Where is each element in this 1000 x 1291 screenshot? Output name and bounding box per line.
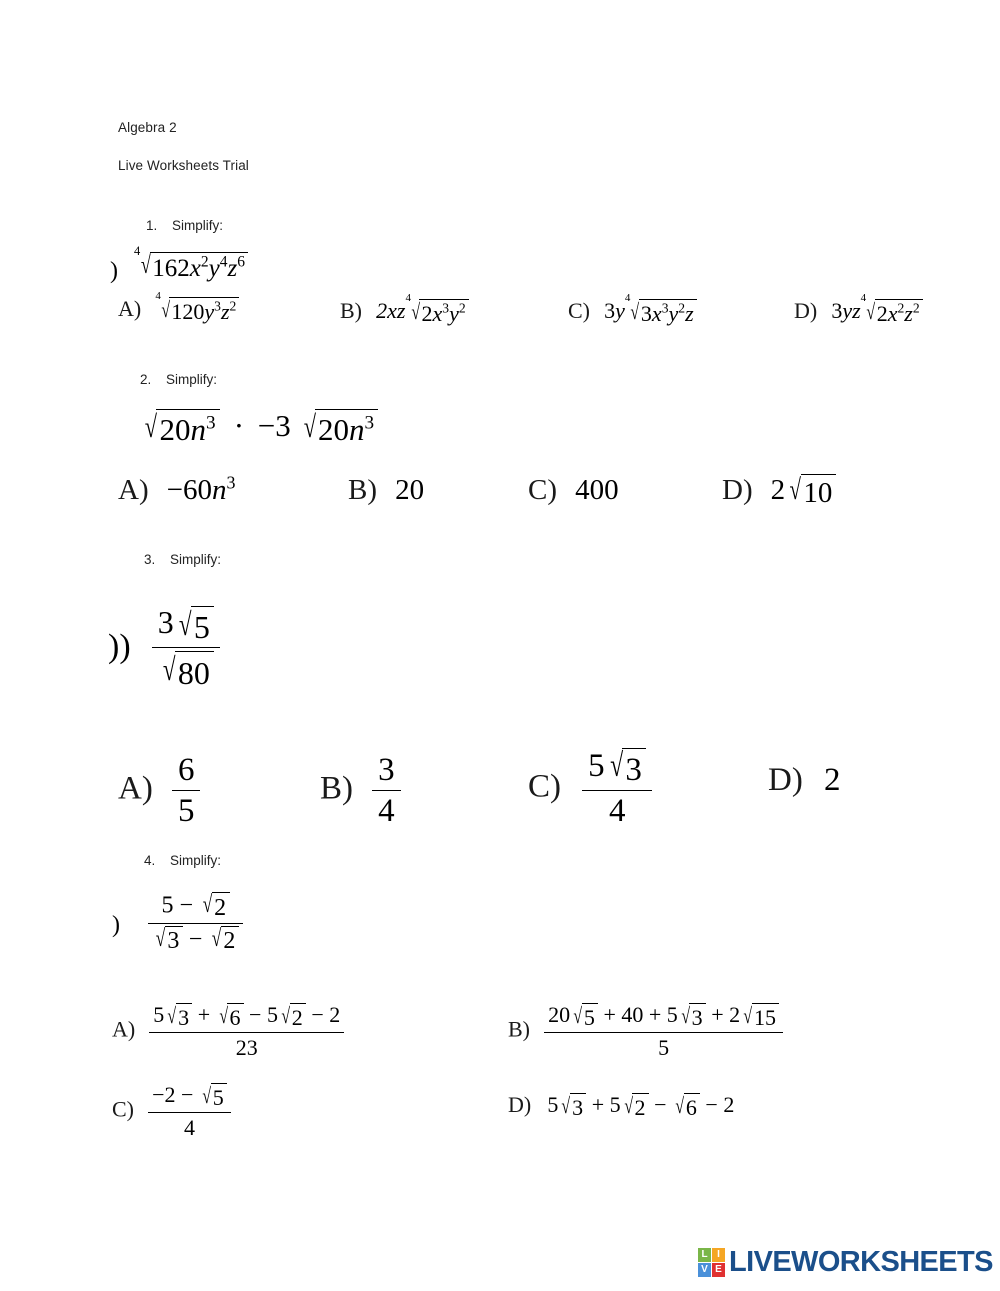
coefficient: yz (842, 298, 861, 323)
question-4-option-a[interactable] (112, 1002, 344, 1061)
option-value (582, 748, 652, 829)
question-2-instruction: Simplify: (166, 372, 218, 387)
question-4-option-d[interactable] (508, 1092, 734, 1121)
option-value (544, 1002, 783, 1061)
question-1-option-d[interactable] (794, 291, 923, 327)
numerator (152, 604, 220, 647)
root-index: 4 (134, 244, 141, 259)
question-1-expression (134, 244, 248, 283)
radicand: $162x^2y^4z^6$ (150, 252, 249, 283)
radical-sign: √ (743, 1002, 753, 1028)
option-letter: D) (508, 1092, 532, 1117)
option-value (376, 291, 469, 327)
radical-sign: √ (630, 298, 640, 324)
fraction (172, 752, 200, 830)
question-2-option-c[interactable] (528, 474, 619, 507)
fraction (582, 748, 652, 830)
numerator: 3 (378, 752, 395, 788)
option-letter: C) (528, 474, 557, 506)
question-3-option-b[interactable] (320, 752, 401, 830)
radicand: 5 (582, 1003, 598, 1032)
radical-sign: √ (789, 474, 802, 507)
question-4-option-c[interactable] (112, 1082, 231, 1141)
question-1-option-b[interactable] (340, 291, 469, 327)
option-letter: B) (508, 1016, 530, 1042)
question-4-option-b[interactable] (508, 1002, 783, 1061)
question-3-marker: )) (108, 628, 131, 665)
question-1-option-a[interactable] (118, 289, 239, 325)
radical-expression (134, 244, 248, 283)
radical-sign: √ (624, 1092, 633, 1118)
option-value: 2 (824, 762, 841, 798)
denominator: 4 (378, 793, 395, 829)
option-letter: D) (722, 474, 753, 506)
radicand: $20n^3$ (315, 409, 379, 448)
liveworksheets-logo[interactable] (698, 1246, 993, 1279)
option-letter: C) (528, 768, 561, 805)
radicand: 3 (165, 926, 183, 956)
option-letter: B) (340, 298, 362, 323)
option-letter: A) (112, 1016, 136, 1042)
option-letter: D) (794, 298, 818, 323)
radicand: 5 (211, 1083, 227, 1112)
question-3-expression (152, 604, 220, 692)
fraction (544, 1002, 783, 1061)
radicand: 2 (221, 926, 239, 956)
radical-sign: √ (573, 1002, 583, 1028)
denominator: 4 (609, 792, 626, 829)
radicand: 10 (801, 474, 837, 510)
question-2-option-d[interactable] (722, 474, 836, 510)
radical-sign: √ (160, 296, 170, 322)
fraction (148, 1082, 231, 1141)
right-coefficient: −3 (257, 408, 291, 443)
denominator (152, 648, 220, 692)
numerator: 6 (177, 752, 195, 788)
question-2-option-a[interactable] (118, 474, 236, 507)
numerator: 5 √ 3 + √ 6 − 5 √ 2 − 2 (153, 1002, 341, 1031)
question-2-number: 2. (140, 372, 152, 387)
option-value (770, 474, 837, 510)
question-3-instruction: Simplify: (170, 552, 222, 567)
question-2-option-b[interactable] (348, 474, 424, 507)
denominator: 4 (183, 1115, 195, 1141)
option-letter: B) (320, 770, 353, 807)
question-2-expression (140, 408, 378, 448)
radicand: $3x^3y^2z$ (639, 299, 697, 328)
coefficient: 2 (770, 474, 786, 506)
radical-expression (299, 409, 379, 448)
radical-expression (140, 409, 220, 448)
option-value: 5 √ 3 + 5 √ 2 − √ 6 − 2 (547, 1092, 735, 1121)
option-value: 400 (575, 474, 619, 506)
option-value: 3y 4 √ $3x^3y^2z$ (604, 298, 697, 323)
radical-sign: √ (219, 1002, 228, 1028)
numerator: 20 √ 5 + 40 + 5 √ 3 + 2 √ 15 (544, 1002, 783, 1032)
radical-sign: √ (156, 925, 166, 952)
coefficient: y (615, 298, 625, 323)
radicand: 5 (191, 606, 215, 646)
option-value: $-60n^3$ (166, 472, 236, 506)
question-1-number: 1. (146, 218, 158, 233)
question-1-instruction: Simplify: (172, 218, 224, 233)
logo-tile-e: E (712, 1263, 725, 1277)
root-index: 4 (624, 291, 631, 304)
root-index: 4 (155, 289, 161, 302)
option-letter: A) (118, 770, 153, 807)
option-letter: C) (568, 298, 590, 323)
option-value (155, 289, 239, 325)
numerator: 5 − √ 2 (148, 892, 243, 923)
radical-sign: √ (866, 298, 875, 324)
coefficient: 2xz (376, 298, 406, 323)
radicand: 3 (570, 1093, 586, 1122)
radical-sign: √ (411, 298, 420, 324)
radical-sign: √ (140, 252, 151, 279)
page-subtitle: Live Worksheets Trial (118, 158, 249, 173)
radicand: 80 (175, 651, 215, 691)
radical-sign: √ (202, 892, 213, 918)
radical-sign: √ (202, 1082, 211, 1108)
option-letter: A) (118, 296, 142, 321)
fraction (152, 604, 220, 692)
option-letter: D) (768, 762, 803, 798)
question-4-expression (148, 892, 243, 955)
radicand: 2 (290, 1003, 306, 1032)
radicand: 3 (176, 1003, 192, 1032)
radical-sign: √ (281, 1002, 291, 1028)
option-value (172, 752, 200, 829)
radicand: $2x^3y^2$ (419, 299, 468, 328)
radical-sign: √ (162, 651, 176, 688)
radical-sign: √ (212, 925, 222, 952)
radical-sign: √ (681, 1002, 690, 1028)
logo-tile-v: V (698, 1263, 711, 1277)
radical-sign: √ (561, 1092, 571, 1118)
root-index: 4 (860, 291, 867, 304)
denominator: 5 (177, 793, 195, 829)
question-1-prompt (146, 218, 223, 233)
option-letter: B) (348, 474, 377, 506)
question-1-option-c[interactable] (568, 291, 697, 327)
option-letter: A) (118, 474, 149, 506)
radical-sign: √ (303, 409, 316, 445)
numerator-coefficient: 3 (157, 604, 174, 640)
fraction (149, 1002, 344, 1061)
radical-sign: √ (178, 605, 192, 642)
radicand: 3 (689, 1003, 705, 1032)
radical-sign: √ (675, 1092, 685, 1118)
fraction (148, 892, 243, 955)
denominator: 5 (658, 1035, 670, 1061)
radicand: 6 (684, 1093, 700, 1122)
radicand: 6 (227, 1003, 243, 1032)
question-3-option-c[interactable] (528, 748, 652, 830)
denominator: 23 (235, 1035, 258, 1061)
radicand: $120y^3z^2$ (169, 297, 239, 326)
multiplication-operator: · (233, 408, 245, 443)
question-2-prompt (140, 372, 217, 387)
numerator (582, 748, 652, 790)
radicand: 3 (622, 748, 646, 788)
option-value (149, 1002, 344, 1061)
fraction (372, 752, 400, 830)
option-value (148, 1082, 231, 1141)
question-4-marker: ) (112, 912, 120, 938)
question-1-marker: ) (110, 258, 118, 284)
option-letter: C) (112, 1096, 134, 1122)
radical-sign: √ (609, 748, 623, 785)
radicand: 2 (212, 892, 230, 922)
option-value: 20 (395, 474, 425, 506)
radicand: 2 (632, 1093, 648, 1122)
logo-tiles (698, 1248, 725, 1277)
question-4-prompt (144, 853, 221, 868)
question-3-option-d[interactable] (768, 760, 841, 799)
numerator-coefficient: 5 (588, 748, 605, 784)
root-index: 4 (405, 291, 411, 304)
logo-tile-i: I (712, 1248, 725, 1262)
question-4-number: 4. (144, 853, 156, 868)
page-title: Algebra 2 (118, 120, 177, 135)
question-3-option-a[interactable] (118, 752, 200, 830)
question-3-number: 3. (144, 552, 156, 567)
radicand: $20n^3$ (156, 409, 220, 448)
question-4-instruction: Simplify: (170, 853, 222, 868)
radical-sign: √ (144, 409, 158, 445)
denominator: √ 3 − √ 2 (148, 924, 243, 956)
radicand: 15 (752, 1003, 779, 1032)
option-value: 3yz 4 √ $2x^2z^2$ (831, 298, 922, 323)
question-3-prompt (144, 552, 221, 567)
logo-wordmark: LIVEWORKSHEETS (729, 1246, 993, 1278)
option-value (372, 752, 400, 829)
radical-sign: √ (167, 1002, 177, 1028)
logo-tile-l: L (698, 1248, 711, 1262)
radicand: $2x^2z^2$ (875, 299, 923, 328)
numerator: −2 − √ 5 (148, 1082, 231, 1112)
